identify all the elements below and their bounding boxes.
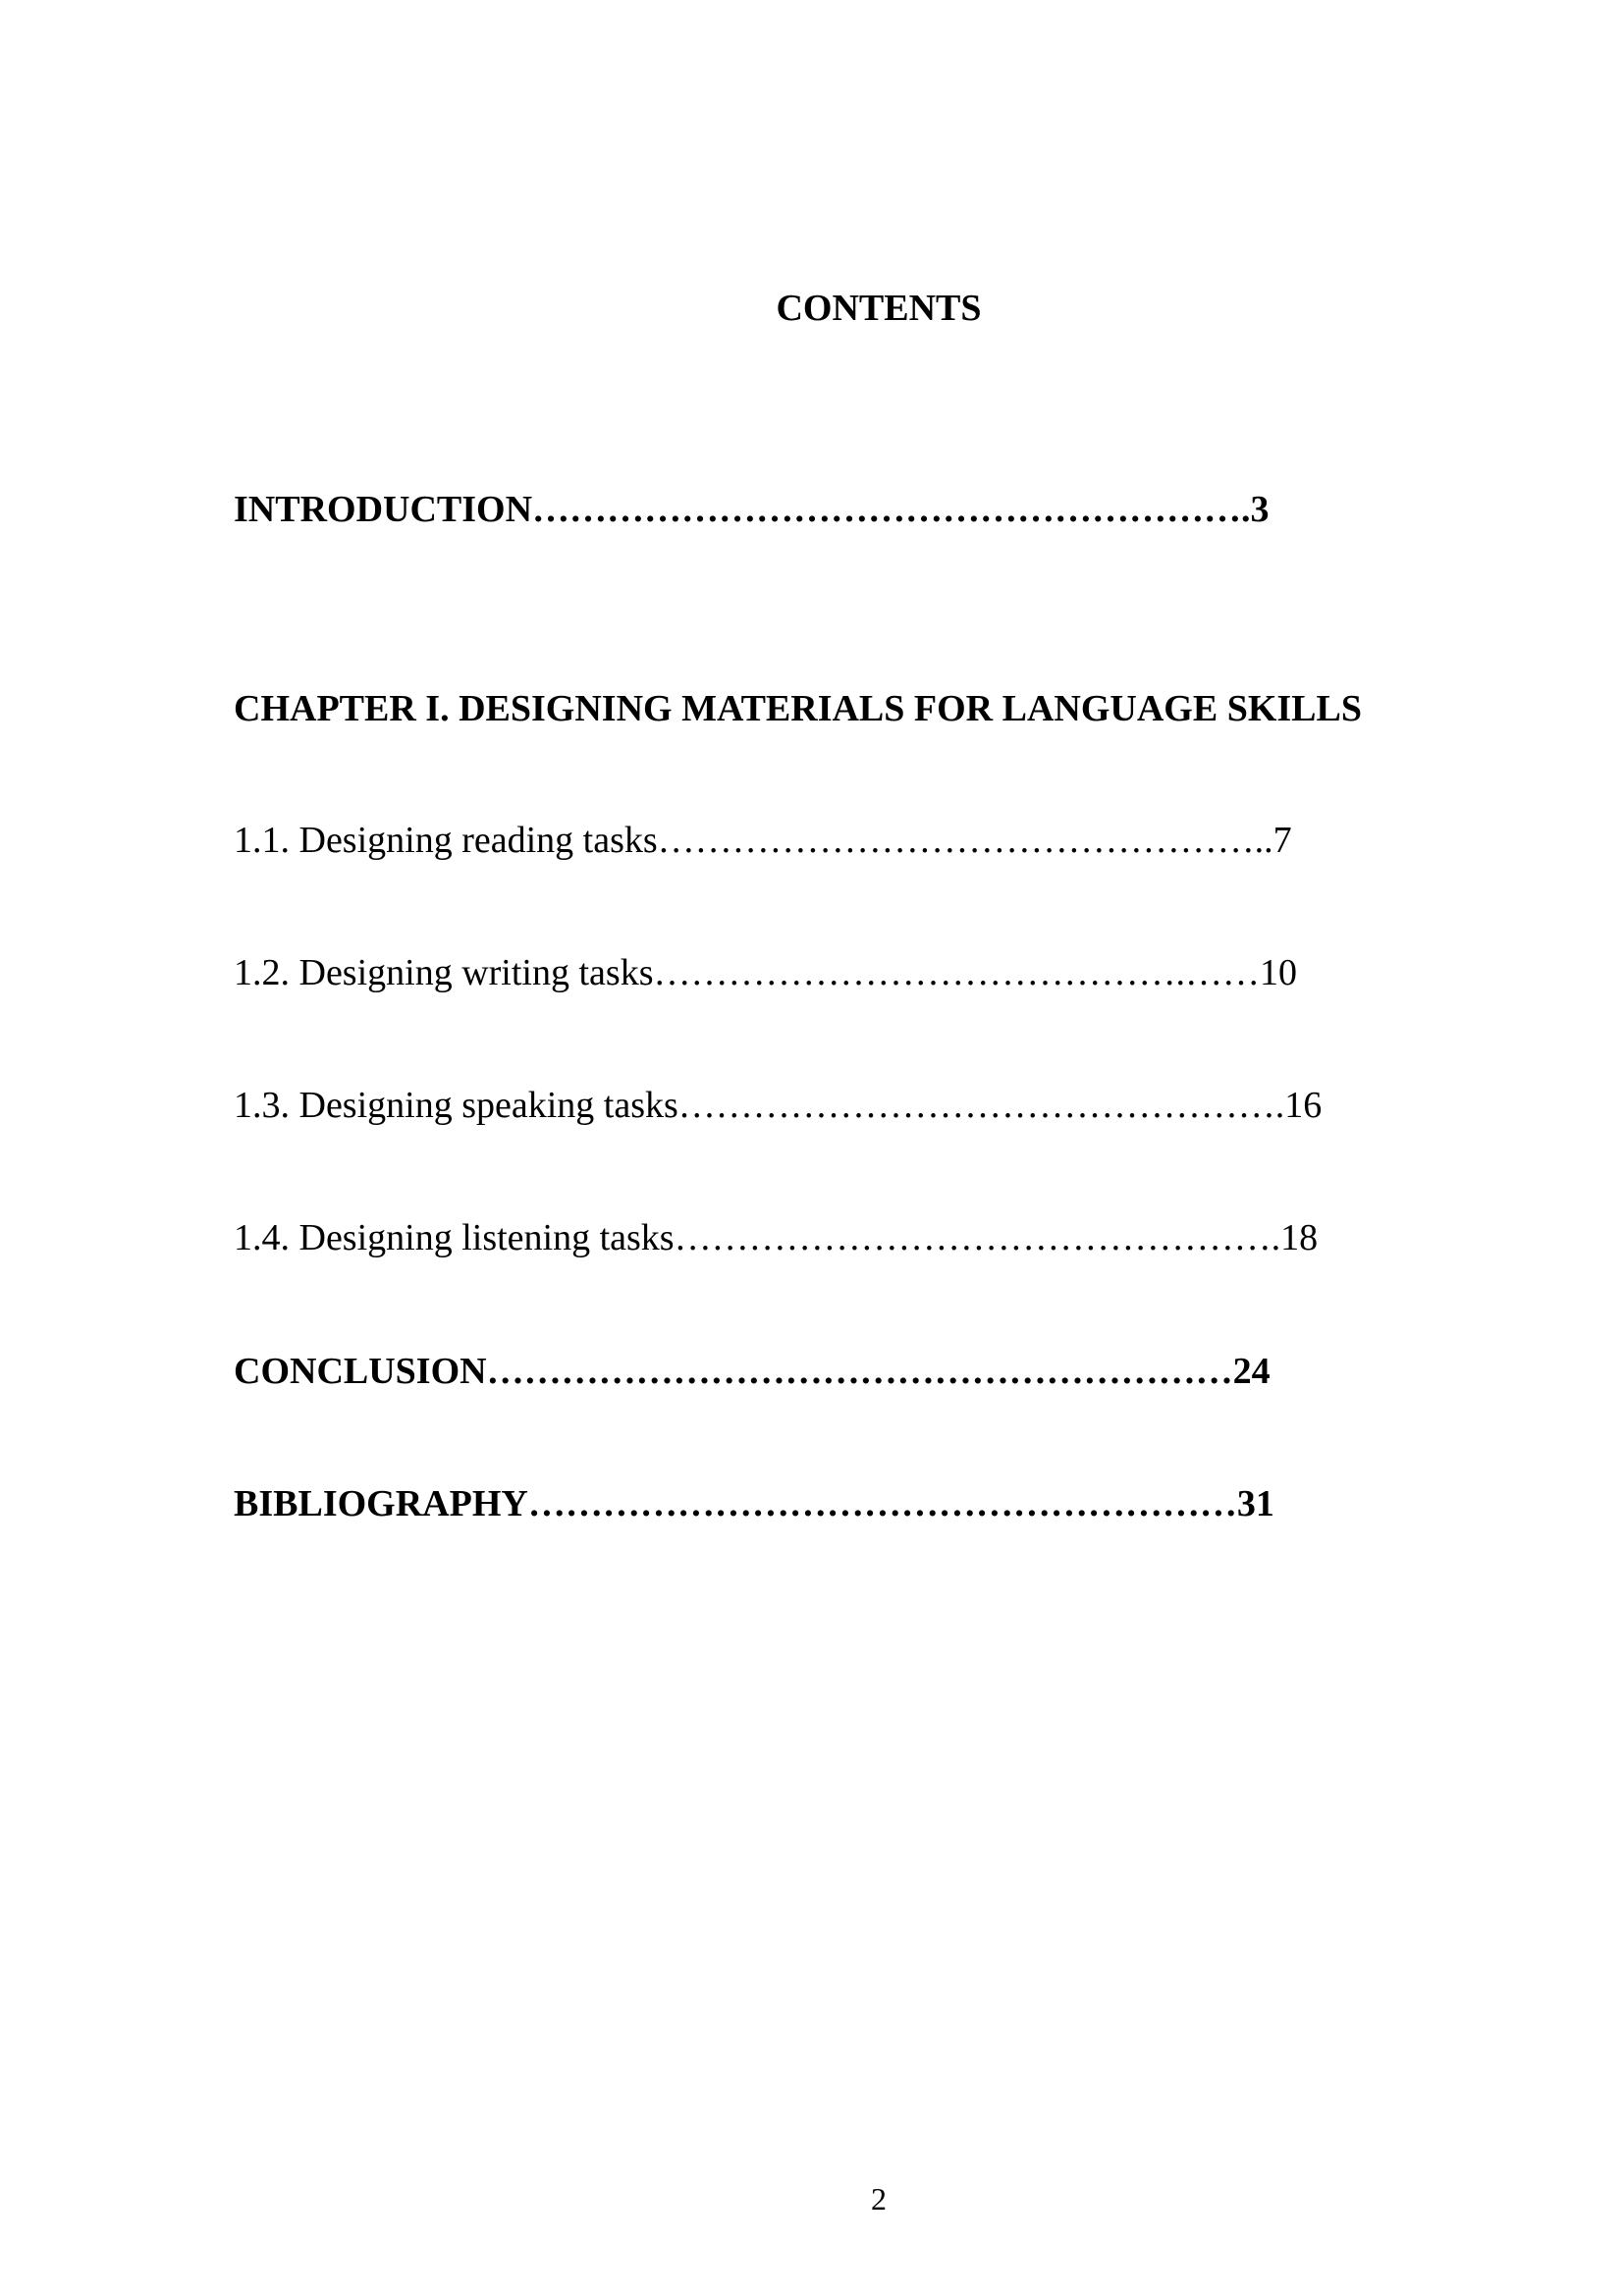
toc-entry-1-1: 1.1. Designing reading tasks…………………………………………..7: [234, 820, 1292, 861]
toc-entry-conclusion: CONCLUSION……………………………………………………24: [234, 1351, 1271, 1392]
toc-entry-bibliography: BIBLIOGRAPHY…………………………………………………31: [234, 1483, 1274, 1524]
page-number: 2: [871, 2181, 887, 2216]
toc-entry-introduction: INTRODUCTION………………………………………………….3: [234, 489, 1270, 530]
toc-entry-1-4: 1.4. Designing listening tasks………………………………………….18: [234, 1217, 1319, 1258]
toc-entry-1-2: 1.2. Designing writing tasks…………………………………….……10: [234, 952, 1297, 993]
toc-entry-1-3: 1.3. Designing speaking tasks………………………………………….16: [234, 1085, 1323, 1126]
page-title: CONTENTS: [776, 288, 982, 329]
toc-entry-chapter-1: CHAPTER I. DESIGNING MATERIALS FOR LANGUAGE SKILLS: [234, 688, 1362, 729]
